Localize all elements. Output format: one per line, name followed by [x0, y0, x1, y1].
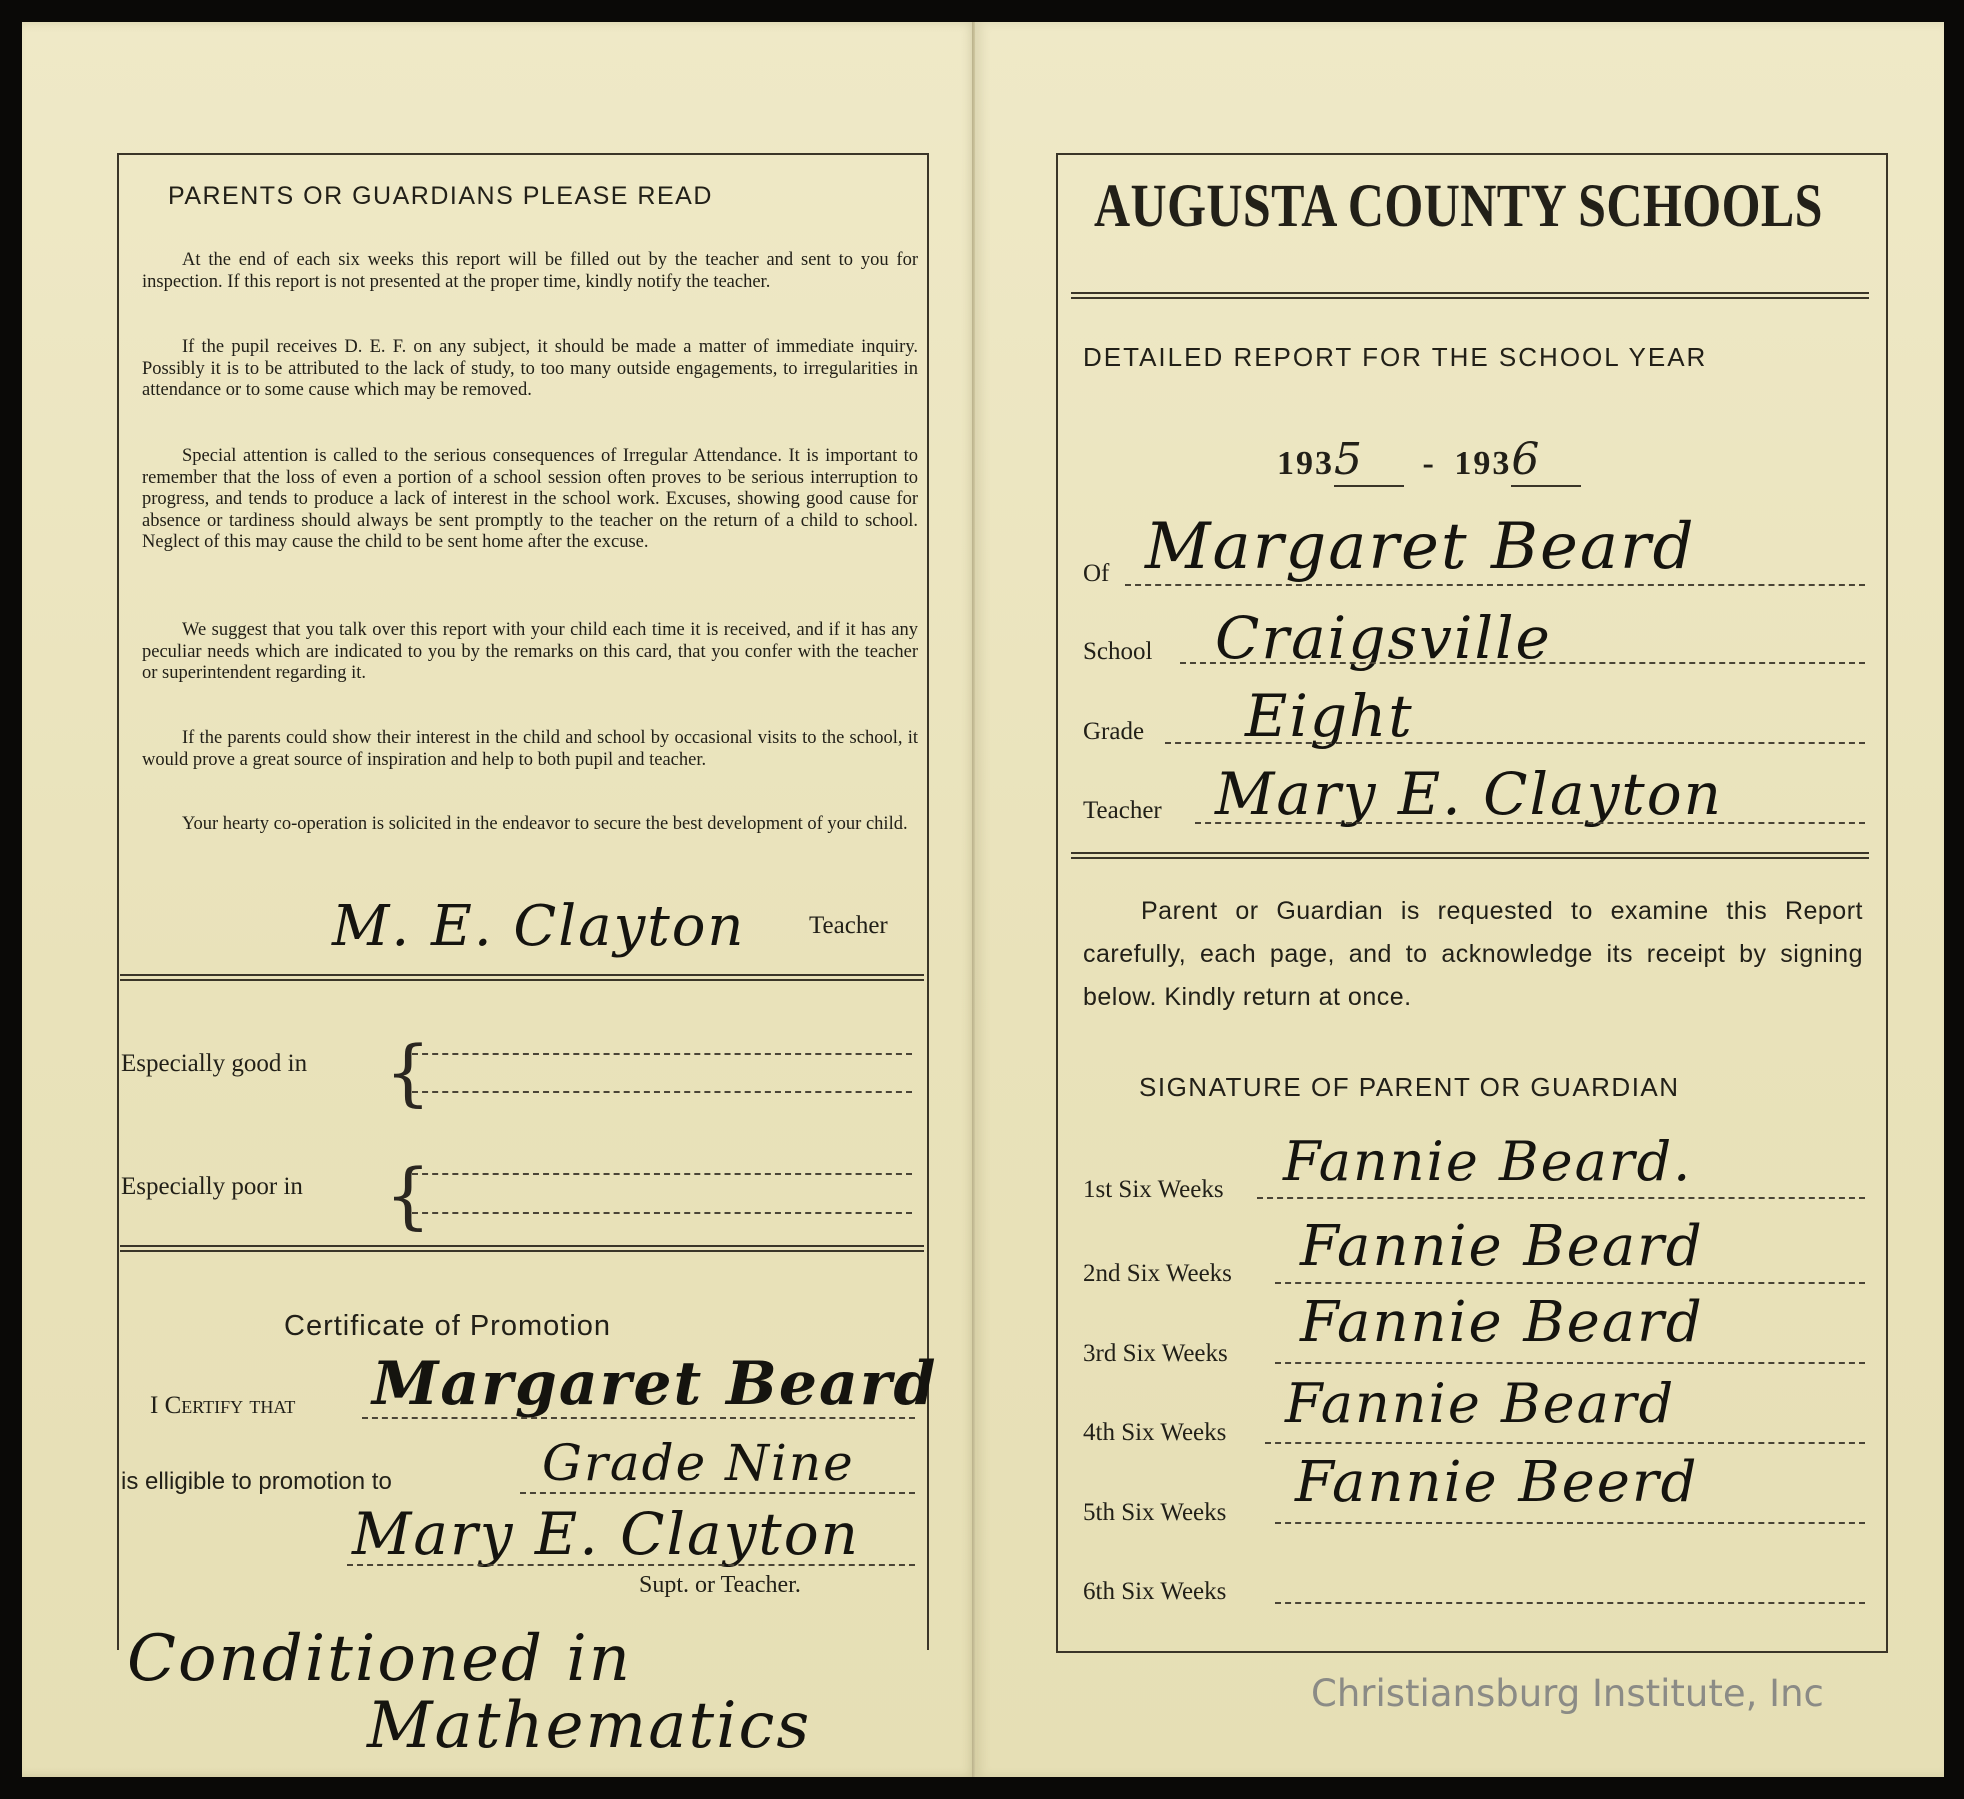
teacher-signature: M. E. Clayton: [332, 894, 746, 959]
week-1-line: [1257, 1197, 1865, 1199]
divider-rule-1: [120, 974, 924, 981]
especially-poor-line-1: [412, 1173, 912, 1175]
certify-name: Margaret Beard: [372, 1349, 938, 1419]
especially-poor-line-2: [412, 1212, 912, 1214]
year-digit-1: 5: [1334, 434, 1404, 487]
of-line: [1125, 584, 1865, 586]
week-1-signature: Fannie Beard.: [1283, 1130, 1693, 1193]
promotion-grade: Grade Nine: [542, 1434, 855, 1492]
week-5-label: 5th Six Weeks: [1083, 1499, 1227, 1526]
teacher-value: Mary E. Clayton: [1215, 760, 1723, 828]
especially-poor-label: Especially poor in: [121, 1173, 303, 1200]
week-4-line: [1265, 1442, 1865, 1444]
teacher-label: Teacher: [1083, 797, 1162, 824]
week-3-signature: Fannie Beard: [1300, 1290, 1704, 1355]
left-panel: [22, 22, 977, 1777]
report-title: AUGUSTA COUNTY SCHOOLS: [1094, 173, 1823, 240]
week-6-label: 6th Six Weeks: [1083, 1578, 1227, 1605]
week-5-line: [1275, 1522, 1865, 1524]
grade-label: Grade: [1083, 718, 1145, 745]
especially-good-label: Especially good in: [121, 1050, 308, 1077]
handwritten-note-line-2: Mathematics: [367, 1689, 812, 1763]
of-value: Margaret Beard: [1145, 510, 1696, 584]
grade-value: Eight: [1245, 682, 1414, 750]
teacher-signature-label: Teacher: [809, 912, 888, 939]
title-rule: [1071, 292, 1869, 299]
certify-name-line: [362, 1417, 915, 1419]
notice-paragraph-1: At the end of each six weeks this report will be filled out by the teacher and sent to you for inspection. If this report is not presented at the proper time, kindly notify the teacher.: [142, 250, 918, 292]
teacher-line: [1195, 822, 1865, 824]
week-4-label: 4th Six Weeks: [1083, 1419, 1227, 1446]
week-1-label: 1st Six Weeks: [1083, 1176, 1224, 1203]
school-label: School: [1083, 638, 1153, 665]
supt-label: Supt. or Teacher.: [639, 1572, 801, 1598]
especially-good-line-2: [412, 1091, 912, 1093]
signature-heading: SIGNATURE OF PARENT OR GUARDIAN: [1139, 1072, 1680, 1102]
report-subtitle: DETAILED REPORT FOR THE SCHOOL YEAR: [1083, 342, 1708, 372]
handwritten-note-line-1: Conditioned in: [127, 1622, 632, 1696]
notice-paragraph-6: Your hearty co-operation is solicited in the endeavor to secure the best development of your child.: [182, 814, 908, 834]
notice-paragraph-3: Special attention is called to the serious consequences of Irregular Attendance. It is important to remember that the loss of even a portion of a school session often proves to be serious interruption to progress, and tends to produce a lack of interest in the school work. Excuses, showing good cause for absence or tardiness should always be sent promptly to the teacher on the return of a child to school. Neglect of this may cause the child to be sent home after the excuse.: [142, 446, 918, 552]
week-2-signature: Fannie Beard: [1300, 1214, 1704, 1279]
school-year: [1277, 434, 1581, 487]
report-card: [22, 22, 1944, 1777]
week-3-label: 3rd Six Weeks: [1083, 1340, 1228, 1367]
year-digit-2: 6: [1511, 434, 1581, 487]
week-6-line: [1275, 1602, 1865, 1604]
instructions: Parent or Guardian is requested to examine this Report carefully, each page, and to acknowledge its receipt by signing below. Kindly return at once.: [1083, 897, 1863, 1011]
certificate-title: Certificate of Promotion: [284, 1310, 612, 1342]
notice-paragraph-2: If the pupil receives D. E. F. on any subject, it should be made a matter of immediate inquiry. Possibly it is to be attributed to the lack of study, to too many outside engagements, to irregularities in attendance or to some cause which may be removed.: [142, 337, 918, 400]
week-5-signature: Fannie Beerd: [1295, 1450, 1699, 1515]
especially-poor-brace: {: [385, 1153, 431, 1237]
promotion-label: is elligible to promotion to: [121, 1468, 392, 1495]
of-label: Of: [1083, 560, 1110, 587]
watermark: Christiansburg Institute, Inc: [1311, 1672, 1824, 1715]
grade-line: [1165, 742, 1865, 744]
week-2-label: 2nd Six Weeks: [1083, 1260, 1232, 1287]
notice-title: PARENTS OR GUARDIANS PLEASE READ: [168, 182, 713, 210]
week-4-signature: Fannie Beard: [1285, 1372, 1676, 1435]
especially-good-line-1: [412, 1053, 912, 1055]
info-rule: [1071, 852, 1869, 859]
year-prefix-1: 193: [1277, 445, 1334, 482]
especially-good-brace: {: [385, 1030, 431, 1114]
notice-paragraph-5: If the parents could show their interest in the child and school by occasional visits to the school, it would prove a great source of inspiration and help to both pupil and teacher.: [142, 728, 918, 770]
week-2-line: [1275, 1282, 1865, 1284]
school-value: Craigsville: [1215, 604, 1552, 672]
school-line: [1180, 662, 1865, 664]
week-3-line: [1275, 1362, 1865, 1364]
right-panel: [975, 22, 1944, 1777]
year-prefix-2: 193: [1454, 445, 1512, 482]
divider-rule-2: [120, 1245, 924, 1252]
notice-paragraph-4: We suggest that you talk over this report with your child each time it is received, and if it has any peculiar needs which are indicated to you by the remarks on this card, that you confer with the teacher or superintendent regarding it.: [142, 620, 918, 683]
year-separator: -: [1422, 445, 1436, 482]
supt-signature-line: [347, 1564, 915, 1566]
certify-label: I Certify that: [150, 1392, 296, 1419]
supt-signature: Mary E. Clayton: [352, 1500, 860, 1568]
promotion-grade-line: [520, 1492, 915, 1494]
